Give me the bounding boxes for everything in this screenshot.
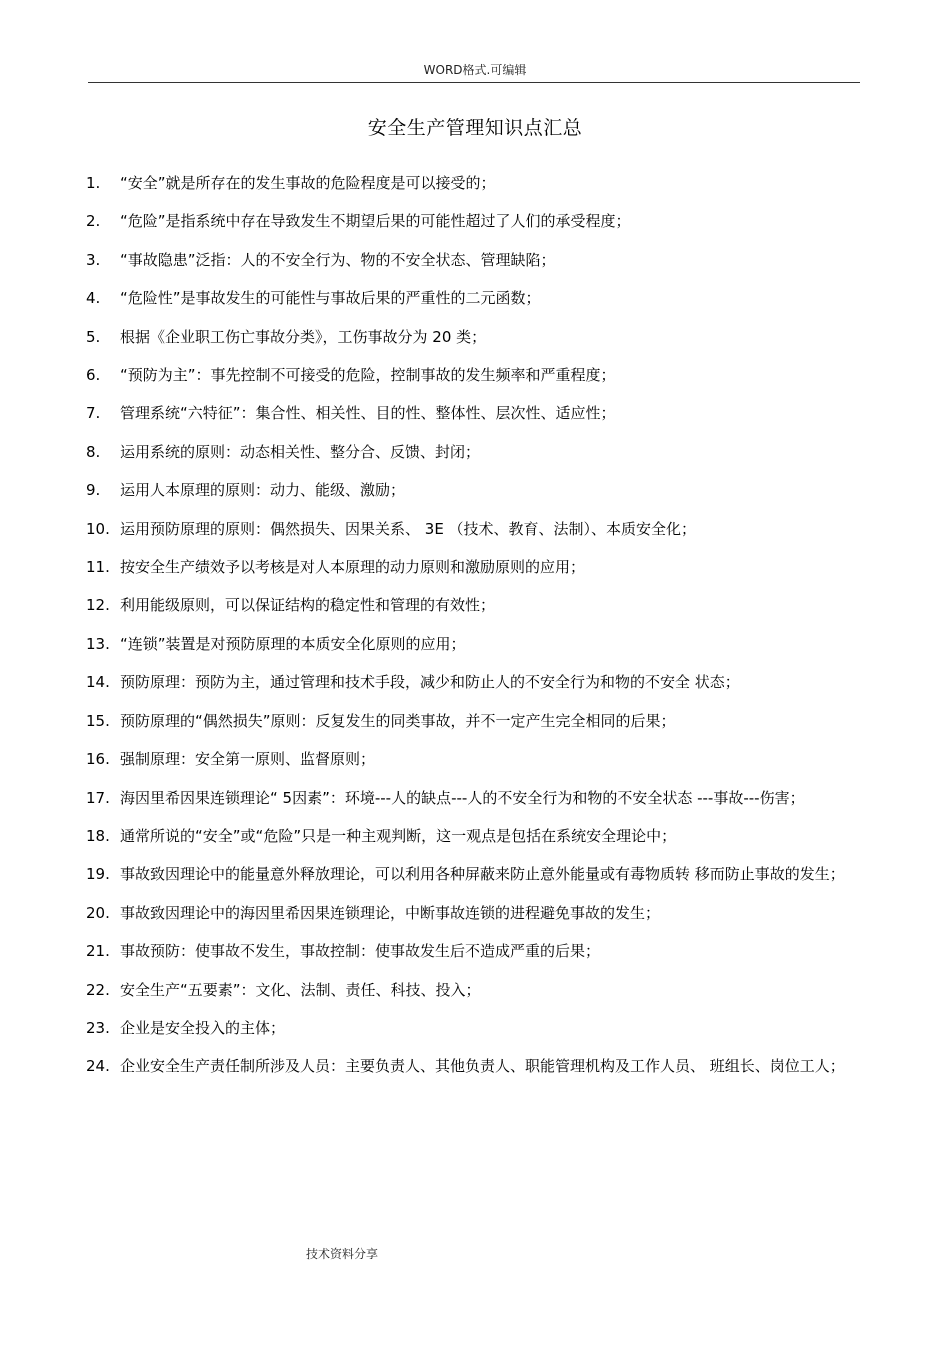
page-header-note: WORD格式.可编辑 [423, 63, 527, 77]
list-item-text: 安全生产“五要素”：文化、法制、责任、科技、投入； [120, 980, 481, 999]
list-item [86, 855, 866, 893]
list-item-text: “事故隐患”泛指：人的不安全行为、物的不安全状态、管理缺陷； [120, 250, 556, 269]
list-item-number: 16. [86, 750, 110, 769]
list-item-text: “安全”就是所存在的发生事故的危险程度是可以接受的； [120, 174, 496, 192]
list-item [86, 433, 866, 471]
list-item [86, 202, 866, 240]
list-item-text: 预防原理：预防为主，通过管理和技术手段，减少和防止人的不安全行为和物的不安全 状态； [120, 673, 740, 692]
list-item-text: “危险”是指系统中存在导致发生不期望后果的可能性超过了人们的承受程度； [120, 212, 631, 231]
list-item-text: 通常所说的“安全”或“危险”只是一种主观判断，这一观点是包括在系统安全理论中； [120, 826, 677, 845]
list-item-number: 11. [86, 558, 110, 577]
list-item [86, 894, 866, 932]
list-item-number: 7. [86, 404, 101, 423]
list-item [86, 394, 866, 432]
list-item-number: 13. [86, 634, 110, 653]
list-item-number: 4. [86, 289, 101, 308]
list-item-text: 管理系统“六特征”：集合性、相关性、目的性、整体性、层次性、适应性； [120, 404, 616, 423]
list-item [86, 471, 866, 509]
list-item-number: 21. [86, 942, 110, 961]
list-item-number: 1. [86, 174, 101, 192]
list-item [86, 164, 866, 202]
list-item [86, 548, 866, 586]
list-item-text: 海因里希因果连锁理论“ 5因素”：环境---人的缺点---人的不安全行为和物的不安全状态 ---事故---伤害； [120, 788, 805, 807]
list-item [86, 1047, 866, 1085]
list-item-text: 运用预防原理的原则：偶然损失、因果关系、 3E （技术、教育、法制）、本质安全化； [120, 519, 697, 538]
list-item-number: 8. [86, 442, 101, 461]
knowledge-point-list [86, 164, 866, 1086]
list-item-number: 9. [86, 481, 101, 500]
list-item-text: “预防为主”：事先控制不可接受的危险，控制事故的发生频率和严重程度； [120, 366, 616, 385]
list-item-number: 20. [86, 903, 110, 922]
list-item-text: 按安全生产绩效予以考核是对人本原理的动力原则和激励原则的应用； [120, 558, 586, 577]
list-item-text: 事故致因理论中的海因里希因果连锁理论，中断事故连锁的进程避免事故的发生； [120, 903, 661, 922]
list-item-text: 事故预防：使事故不发生，事故控制：使事故发生后不造成严重的后果； [120, 942, 601, 961]
list-item [86, 740, 866, 778]
list-item [86, 817, 866, 855]
list-item-number: 14. [86, 673, 110, 692]
list-item [86, 241, 866, 279]
list-item-text: 运用系统的原则：动态相关性、整分合、反馈、封闭； [120, 442, 481, 461]
list-item [86, 663, 866, 701]
list-item-text: 企业是安全投入的主体； [120, 1018, 286, 1037]
list-item-text: 强制原理：安全第一原则、监督原则； [120, 750, 376, 769]
list-item-number: 15. [86, 711, 110, 730]
list-item-number: 17. [86, 788, 110, 807]
list-item [86, 586, 866, 624]
list-item-number: 24. [86, 1057, 110, 1076]
document-title: 安全生产管理知识点汇总 [367, 117, 583, 139]
list-item [86, 971, 866, 1009]
header-divider [88, 82, 860, 83]
list-item [86, 279, 866, 317]
list-item-number: 19. [86, 865, 110, 884]
list-item [86, 1009, 866, 1047]
list-item-number: 6. [86, 366, 101, 385]
list-item-text: 企业安全生产责任制所涉及人员：主要负责人、其他负责人、职能管理机构及工作人员、 班组长、岗位工人； [120, 1057, 845, 1076]
list-item [86, 702, 866, 740]
list-item-text: 运用人本原理的原则：动力、能级、激励； [120, 481, 406, 500]
list-item [86, 510, 866, 548]
list-item [86, 318, 866, 356]
list-item-text: 预防原理的“偶然损失”原则：反复发生的同类事故，并不一定产生完全相同的后果； [120, 711, 676, 730]
list-item-text: 根据《企业职工伤亡事故分类》，工伤事故分为 20 类； [120, 327, 487, 346]
list-item-number: 23. [86, 1018, 110, 1037]
list-item [86, 932, 866, 970]
list-item-text: “连锁”装置是对预防原理的本质安全化原则的应用； [120, 634, 466, 653]
list-item-text: 事故致因理论中的能量意外释放理论，可以利用各种屏蔽来防止意外能量或有毒物质转 移而防止事故的发生； [120, 865, 845, 884]
list-item-number: 3. [86, 250, 101, 269]
list-item-number: 5. [86, 327, 101, 346]
list-item-number: 2. [86, 212, 101, 231]
list-item-text: “危险性”是事故发生的可能性与事故后果的严重性的二元函数； [120, 289, 541, 308]
page-footer-note: 技术资料分享 [306, 1247, 379, 1261]
list-item [86, 356, 866, 394]
list-item [86, 779, 866, 817]
list-item-text: 利用能级原则，可以保证结构的稳定性和管理的有效性； [120, 596, 496, 615]
list-item-number: 18. [86, 826, 110, 845]
list-item-number: 12. [86, 596, 110, 615]
list-item-number: 10. [86, 519, 110, 538]
list-item-number: 22. [86, 980, 110, 999]
list-item [86, 625, 866, 663]
